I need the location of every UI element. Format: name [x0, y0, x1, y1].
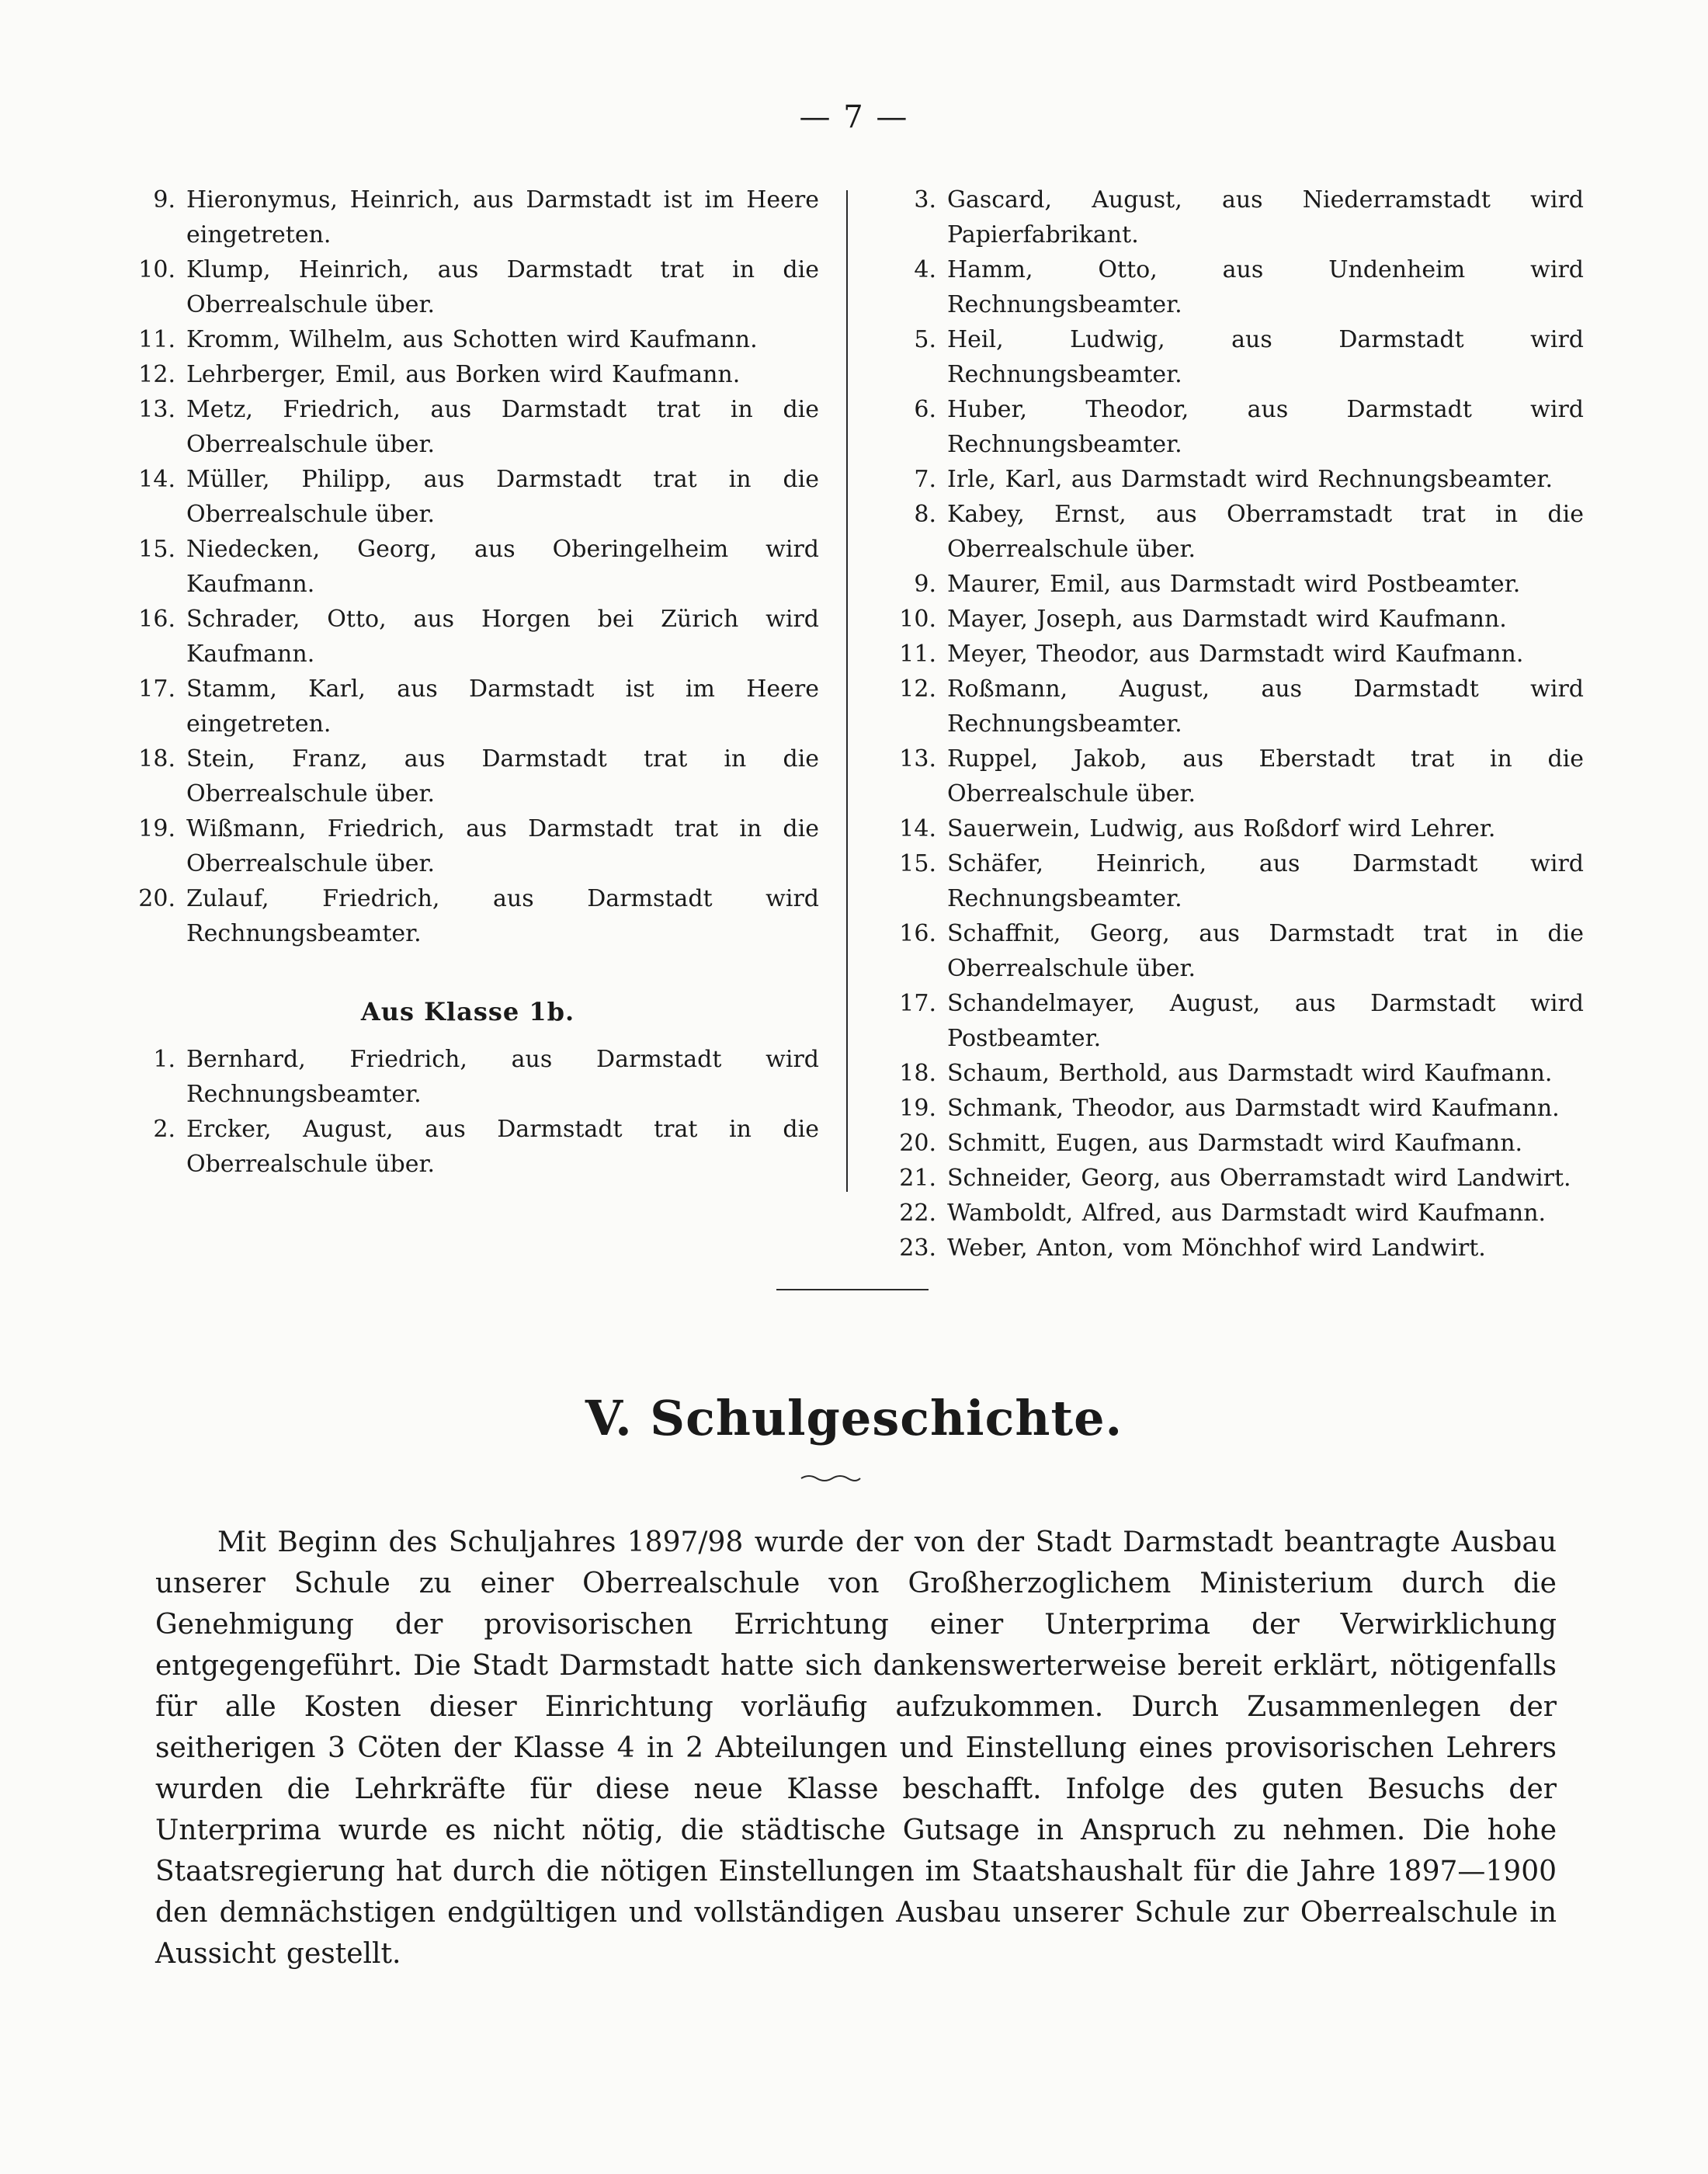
list-item — [877, 986, 1584, 1056]
title-ornament — [800, 1474, 862, 1483]
list-item — [877, 497, 1584, 567]
item-number: 17. — [138, 675, 175, 703]
list-item — [877, 462, 1584, 497]
list-item — [116, 357, 819, 392]
item-number: 23. — [899, 1235, 936, 1262]
item-text: Hamm, Otto, aus Undenheim wird Rechnungsbeamter. — [947, 256, 1584, 318]
item-text: Schmitt, Eugen, aus Darmstadt wird Kaufmann. — [947, 1130, 1523, 1157]
item-text: Stein, Franz, aus Darmstadt trat in die Oberrealschule über. — [186, 745, 819, 807]
list-item — [877, 182, 1584, 252]
item-number: 12. — [138, 361, 175, 388]
item-number: 7. — [914, 466, 936, 493]
item-text: Kromm, Wilhelm, aus Schotten wird Kaufmann. — [186, 326, 758, 353]
list-item — [116, 532, 819, 602]
list-item — [116, 252, 819, 322]
item-number: 14. — [899, 815, 936, 842]
item-number: 22. — [899, 1200, 936, 1227]
list-item — [116, 672, 819, 741]
list-item — [116, 392, 819, 462]
item-text: Irle, Karl, aus Darmstadt wird Rechnungsbeamter. — [947, 466, 1553, 493]
item-text: Zulauf, Friedrich, aus Darmstadt wird Rechnungsbeamter. — [186, 885, 819, 947]
item-text: Huber, Theodor, aus Darmstadt wird Rechnungsbeamter. — [947, 396, 1584, 458]
item-number: 9. — [153, 186, 175, 214]
item-number: 8. — [914, 501, 936, 528]
item-text: Wißmann, Friedrich, aus Darmstadt trat in die Oberrealschule über. — [186, 815, 819, 877]
right-entry-list — [877, 182, 1584, 1266]
item-number: 11. — [138, 326, 175, 353]
list-item — [877, 637, 1584, 672]
list-item — [116, 1112, 819, 1182]
list-item — [877, 1091, 1584, 1126]
item-number: 6. — [914, 396, 936, 423]
list-item — [877, 1196, 1584, 1231]
item-text: Ruppel, Jakob, aus Eberstadt trat in die Oberrealschule über. — [947, 745, 1584, 807]
list-item — [877, 1161, 1584, 1196]
section-title: V. Schulgeschichte. — [585, 1390, 1123, 1446]
item-text: Roßmann, August, aus Darmstadt wird Rechnungsbeamter. — [947, 675, 1584, 738]
item-number: 13. — [899, 745, 936, 773]
item-text: Stamm, Karl, aus Darmstadt ist im Heere eingetreten. — [186, 675, 819, 738]
section-separator — [776, 1289, 929, 1290]
column-divider — [846, 190, 848, 1192]
item-number: 17. — [899, 990, 936, 1017]
item-text: Schmank, Theodor, aus Darmstadt wird Kaufmann. — [947, 1095, 1560, 1122]
list-item — [877, 846, 1584, 916]
item-text: Metz, Friedrich, aus Darmstadt trat in die Oberrealschule über. — [186, 396, 819, 458]
list-item — [877, 1231, 1584, 1266]
item-number: 19. — [138, 815, 175, 842]
item-text: Wamboldt, Alfred, aus Darmstadt wird Kaufmann. — [947, 1200, 1547, 1227]
list-item — [877, 811, 1584, 846]
item-text: Meyer, Theodor, aus Darmstadt wird Kaufmann. — [947, 641, 1524, 668]
item-text: Maurer, Emil, aus Darmstadt wird Postbeamter. — [947, 571, 1521, 598]
item-number: 19. — [899, 1095, 936, 1122]
item-text: Hieronymus, Heinrich, aus Darmstadt ist im Heere eingetreten. — [186, 186, 819, 248]
item-number: 9. — [914, 571, 936, 598]
item-text: Schaffnit, Georg, aus Darmstadt trat in die Oberrealschule über. — [947, 920, 1584, 982]
item-number: 10. — [899, 606, 936, 633]
list-item — [116, 322, 819, 357]
list-item — [877, 1126, 1584, 1161]
list-item — [877, 567, 1584, 602]
item-text: Gascard, August, aus Niederramstadt wird Papierfabrikant. — [947, 186, 1584, 248]
list-item — [877, 672, 1584, 741]
left-entry-list — [116, 182, 819, 951]
item-number: 18. — [138, 745, 175, 773]
item-number: 18. — [899, 1060, 936, 1087]
item-text: Ercker, August, aus Darmstadt trat in die Oberrealschule über. — [186, 1116, 819, 1178]
graduates-list — [116, 182, 1584, 1262]
list-item — [116, 602, 819, 672]
item-text: Mayer, Joseph, aus Darmstadt wird Kaufmann. — [947, 606, 1507, 633]
class-1b-entry-list — [116, 1042, 819, 1182]
item-number: 21. — [899, 1165, 936, 1192]
list-item — [116, 741, 819, 811]
list-item — [116, 1042, 819, 1112]
item-number: 10. — [138, 256, 175, 283]
list-item — [116, 462, 819, 532]
section-paragraph: Mit Beginn des Schuljahres 1897/98 wurde der von der Stadt Darmstadt beantragte Ausbau unserer Schule zu einer Oberrealschule von Großherzoglichem Ministerium durch die Genehmigung der provisorischen Errichtung einer Unterprima der Verwirklichung entgegengeführt. Die Stadt Darmstadt hatte sich dankenswerterweise bereit erklärt, nötigenfalls für alle Kosten dieser Einrichtung vorläufig aufzukommen. Durch Zusammenlegen der seitherigen 3 Cöten der Klasse 4 in 2 Abteilungen und Einstellung eines provisorischen Lehrers wurden die Lehrkräfte für diese neue Klasse beschafft. Infolge des guten Besuchs der Unterprima wurde es nicht nötig, die städtische Gutsage in Anspruch zu nehmen. Die hohe Staatsregierung hat durch die nötigen Einstellungen im Staatshaushalt für die Jahre 1897—1900 den demnächstigen endgültigen und vollständigen Ausbau unserer Schule zur Oberrealschule in Aussicht gestellt. — [155, 1526, 1557, 1970]
item-number: 1. — [153, 1046, 175, 1073]
class-1b-heading: Aus Klasse 1b. — [360, 997, 575, 1026]
right-column — [877, 182, 1584, 1266]
item-text: Bernhard, Friedrich, aus Darmstadt wird Rechnungsbeamter. — [186, 1046, 819, 1108]
item-text: Schneider, Georg, aus Oberramstadt wird Landwirt. — [947, 1165, 1571, 1192]
item-number: 13. — [138, 396, 175, 423]
item-number: 3. — [914, 186, 936, 214]
list-item — [877, 1056, 1584, 1091]
left-column — [116, 182, 819, 1182]
list-item — [877, 916, 1584, 986]
list-item — [877, 392, 1584, 462]
item-number: 20. — [138, 885, 175, 912]
item-text: Schaum, Berthold, aus Darmstadt wird Kaufmann. — [947, 1060, 1553, 1087]
item-text: Schrader, Otto, aus Horgen bei Zürich wird Kaufmann. — [186, 606, 819, 668]
list-item — [877, 252, 1584, 322]
item-text: Müller, Philipp, aus Darmstadt trat in die Oberrealschule über. — [186, 466, 819, 528]
item-text: Lehrberger, Emil, aus Borken wird Kaufmann. — [186, 361, 741, 388]
item-number: 2. — [153, 1116, 175, 1143]
item-number: 11. — [899, 641, 936, 668]
list-item — [116, 811, 819, 881]
item-text: Sauerwein, Ludwig, aus Roßdorf wird Lehrer. — [947, 815, 1496, 842]
item-text: Niedecken, Georg, aus Oberingelheim wird Kaufmann. — [186, 536, 819, 598]
page-number: — 7 — — [799, 99, 909, 135]
item-text: Schandelmayer, August, aus Darmstadt wird Postbeamter. — [947, 990, 1584, 1052]
item-number: 16. — [899, 920, 936, 947]
item-number: 4. — [914, 256, 936, 283]
item-number: 15. — [899, 850, 936, 877]
list-item — [877, 602, 1584, 637]
list-item — [116, 881, 819, 951]
list-item — [116, 182, 819, 252]
item-text: Kabey, Ernst, aus Oberramstadt trat in die Oberrealschule über. — [947, 501, 1584, 563]
item-number: 14. — [138, 466, 175, 493]
item-number: 5. — [914, 326, 936, 353]
item-number: 16. — [138, 606, 175, 633]
item-text: Klump, Heinrich, aus Darmstadt trat in die Oberrealschule über. — [186, 256, 819, 318]
item-text: Heil, Ludwig, aus Darmstadt wird Rechnungsbeamter. — [947, 326, 1584, 388]
list-item — [877, 322, 1584, 392]
item-number: 15. — [138, 536, 175, 563]
list-item — [877, 741, 1584, 811]
item-text: Schäfer, Heinrich, aus Darmstadt wird Rechnungsbeamter. — [947, 850, 1584, 912]
item-number: 12. — [899, 675, 936, 703]
item-number: 20. — [899, 1130, 936, 1157]
item-text: Weber, Anton, vom Mönchhof wird Landwirt. — [947, 1235, 1486, 1262]
